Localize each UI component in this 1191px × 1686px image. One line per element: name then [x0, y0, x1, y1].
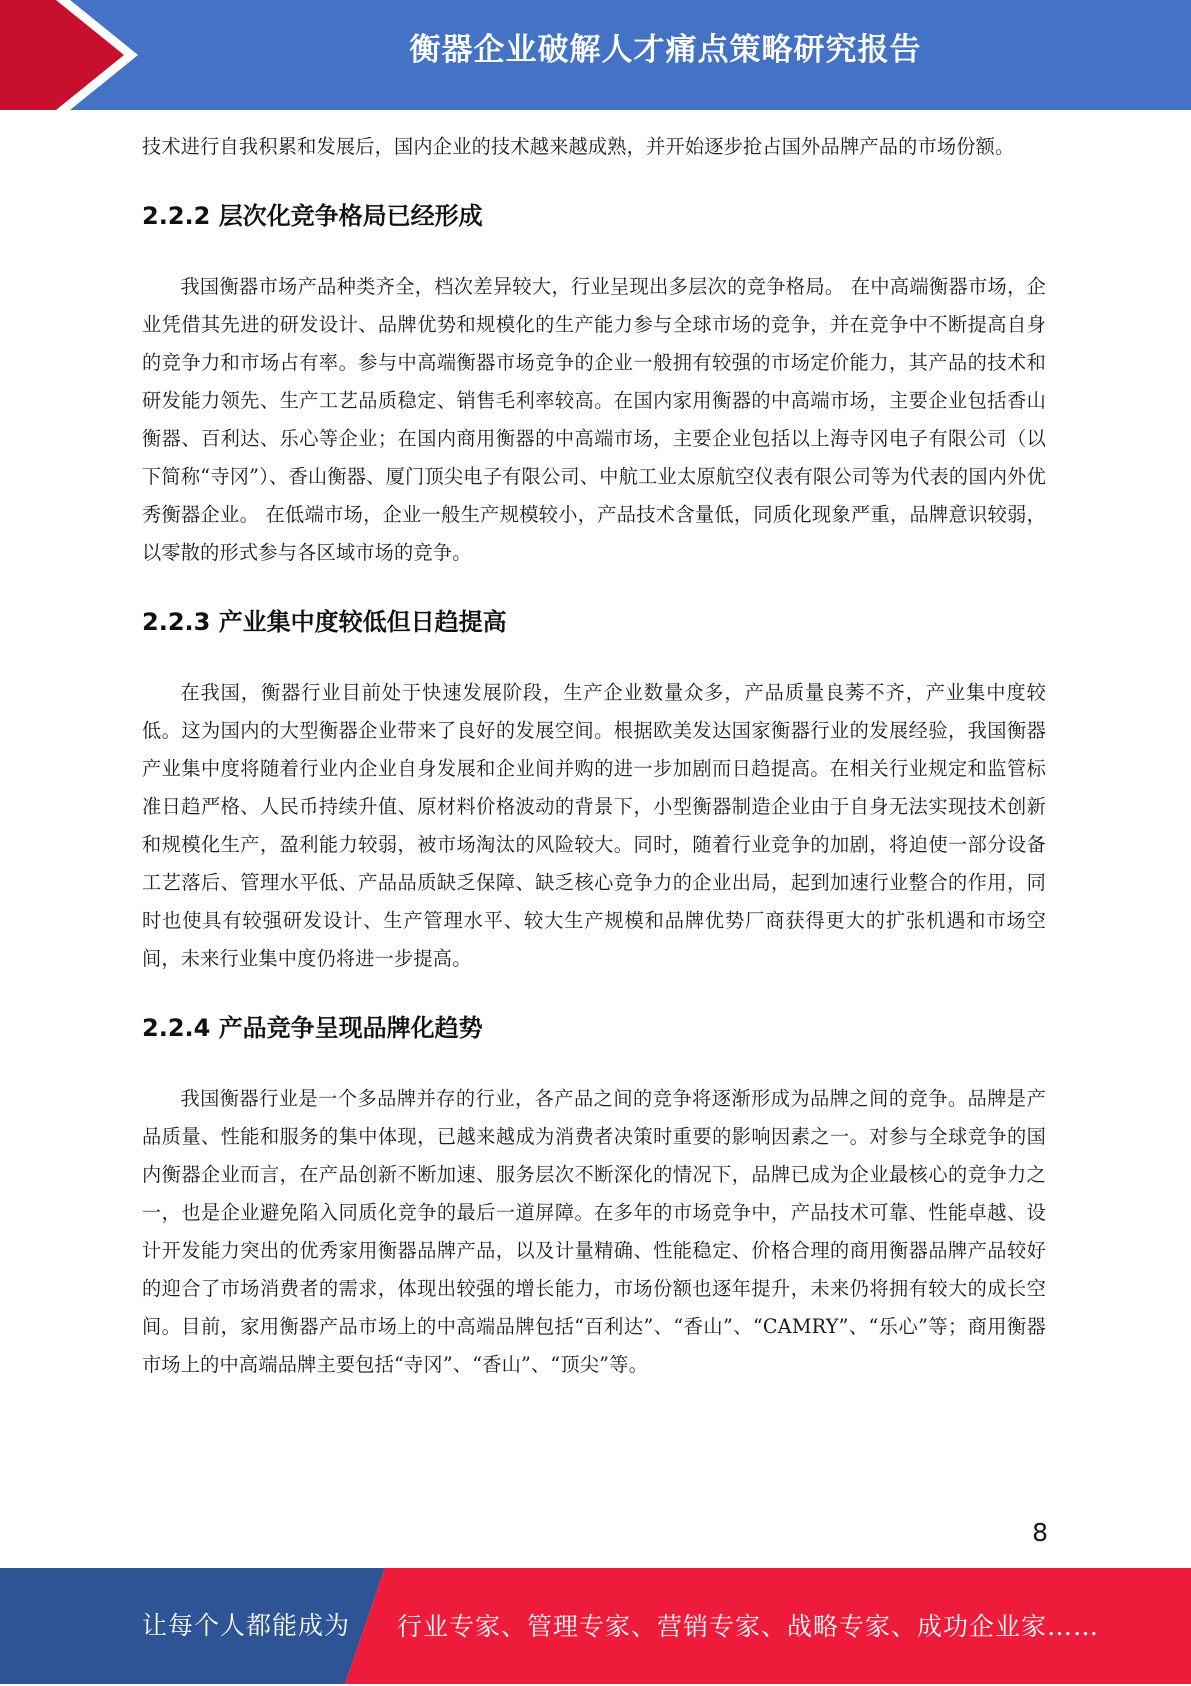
section-heading-2-2-4: 2.2.4 产品竞争呈现品牌化趋势 — [142, 1014, 483, 1042]
footer-slogan-right: 行业专家、管理专家、营销专家、战略专家、成功企业家…… — [397, 1612, 1100, 1641]
section-paragraph-2-2-2: 我国衡器市场产品种类齐全，档次差异较大，行业呈现出多层次的竞争格局。 在中高端衡器市场，企业凭借其先进的研发设计、品牌优势和规模化的生产能力参与全球市场的竞争，并在竞争中不断提高自身的竞争力和市场占有率。参与中高端衡器市场竞争的企业一般拥有较强的市场定价能力，其产品的技术和研发能力领先、生产工艺品质稳定、销售毛利率较高。在国内家用衡器的中高端市场，主要企业包括香山衡器、百利达、乐心等企业；在国内商用衡器的中高端市场，主要企业包括以上海寺冈电子有限公司（以下简称“寺冈”）、香山衡器、厦门顶尖电子有限公司、中航工业太原航空仪表有限公司等为代表的国内外优秀衡器企业。 在低端市场，企业一般生产规模较小，产品技术含量低，同质化现象严重，品牌意识较弱，以零散的形式参与各区域市场的竞争。 — [142, 275, 1046, 564]
page-footer — [0, 1568, 1191, 1684]
section-heading-2-2-3: 2.2.3 产业集中度较低但日趋提高 — [142, 608, 507, 636]
document-body — [142, 128, 1046, 1384]
header-arrow-decoration — [0, 0, 160, 110]
document-title: 衡器企业破解人才痛点策略研究报告 — [409, 32, 922, 68]
section-heading-2-2-2: 2.2.2 层次化竞争格局已经形成 — [142, 202, 483, 230]
section-paragraph-2-2-3: 在我国，衡器行业目前处于快速发展阶段，生产企业数量众多，产品质量良莠不齐，产业集中度较低。这为国内的大型衡器企业带来了良好的发展空间。根据欧美发达国家衡器行业的发展经验，我国衡器产业集中度将随着行业内企业自身发展和企业间并购的进一步加剧而日趋提高。在相关行业规定和监管标准日趋严格、人民币持续升值、原材料价格波动的背景下，小型衡器制造企业由于自身无法实现技术创新和规模化生产，盈利能力较弱，被市场淘汰的风险较大。同时，随着行业竞争的加剧，将迫使一部分设备工艺落后、管理水平低、产品品质缺乏保障、缺乏核心竞争力的企业出局，起到加速行业整合的作用，同时也使具有较强研发设计、生产管理水平、较大生产规模和品牌优势厂商获得更大的扩张机遇和市场空间，未来行业集中度仍将进一步提高。 — [142, 681, 1046, 970]
footer-slogan-left: 让每个人都能成为 — [142, 1611, 351, 1640]
intro-paragraph: 技术进行自我积累和发展后，国内企业的技术越来越成熟，并开始逐步抢占国外品牌产品的市场份额。 — [142, 135, 1015, 158]
page-header — [0, 0, 1191, 110]
section-paragraph-2-2-4: 我国衡器行业是一个多品牌并存的行业，各产品之间的竞争将逐渐形成为品牌之间的竞争。品牌是产品质量、性能和服务的集中体现，已越来越成为消费者决策时重要的影响因素之一。对参与全球竞争的国内衡器企业而言，在产品创新不断加速、服务层次不断深化的情况下，品牌已成为企业最核心的竞争力之一，也是企业避免陷入同质化竞争的最后一道屏障。在多年的市场竞争中，产品技术可靠、性能卓越、设计开发能力突出的优秀家用衡器品牌产品，以及计量精确、性能稳定、价格合理的商用衡器品牌产品较好的迎合了市场消费者的需求，体现出较强的增长能力，市场份额也逐年提升，未来仍将拥有较大的成长空间。目前，家用衡器产品市场上的中高端品牌包括“百利达”、“香山”、“CAMRY”、“乐心”等；商用衡器市场上的中高端品牌主要包括“寺冈”、“香山”、“顶尖”等。 — [142, 1087, 1046, 1376]
page-number: 8 — [1032, 1518, 1048, 1547]
